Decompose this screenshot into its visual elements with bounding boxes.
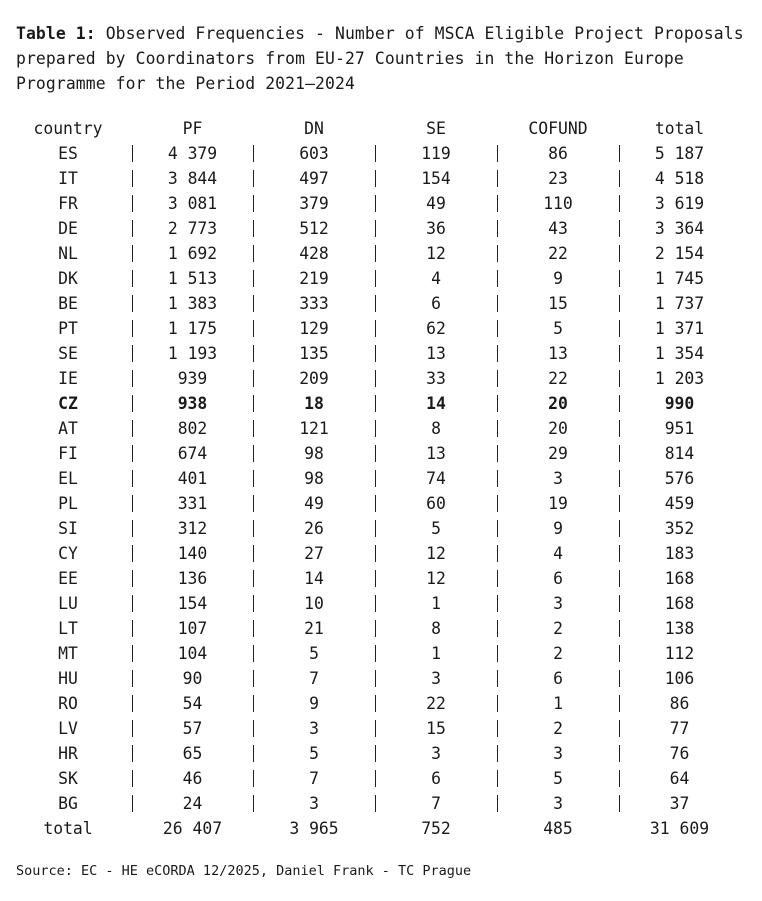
value-cell: 8: [375, 416, 497, 441]
value-cell: 5: [497, 766, 619, 791]
table-row: [4, 291, 740, 316]
value-cell: 9: [253, 691, 375, 716]
value-cell: 3 844: [132, 166, 253, 191]
table-row: [4, 191, 740, 216]
value-cell: 9: [497, 516, 619, 541]
table-caption-text: Observed Frequencies - Number of MSCA Eligible Project Proposals prepared by Coordinators from EU-27 Countries in the Horizon Europe Programme for the Period 2021–2024: [16, 24, 744, 93]
value-cell: 21: [253, 616, 375, 641]
value-cell: 6: [375, 766, 497, 791]
value-cell: 26: [253, 516, 375, 541]
value-cell: 3: [253, 791, 375, 816]
table-body: [4, 141, 740, 816]
value-cell: 12: [375, 566, 497, 591]
value-cell: 14: [253, 566, 375, 591]
value-cell: 19: [497, 491, 619, 516]
value-cell: 106: [619, 666, 740, 691]
value-cell: 24: [132, 791, 253, 816]
value-cell: 104: [132, 641, 253, 666]
header-row: [4, 116, 740, 141]
table-caption: [16, 21, 756, 96]
table-row: [4, 566, 740, 591]
value-cell: 3 364: [619, 216, 740, 241]
value-cell: 3: [375, 666, 497, 691]
column-header-se: SE: [426, 119, 446, 138]
value-cell: 18: [253, 391, 375, 416]
value-cell: 136: [132, 566, 253, 591]
table-row: [4, 216, 740, 241]
value-cell: 1: [497, 691, 619, 716]
value-cell: 54: [132, 691, 253, 716]
total-value-cell: 485: [543, 819, 573, 838]
value-cell: 3: [497, 741, 619, 766]
value-cell: 154: [375, 166, 497, 191]
country-cell: CY: [58, 544, 78, 563]
table-row: [4, 716, 740, 741]
value-cell: 43: [497, 216, 619, 241]
value-cell: 121: [253, 416, 375, 441]
value-cell: 5: [253, 741, 375, 766]
value-cell: 6: [375, 291, 497, 316]
table-row: [4, 541, 740, 566]
value-cell: 459: [619, 491, 740, 516]
value-cell: 60: [375, 491, 497, 516]
value-cell: 5: [497, 316, 619, 341]
country-cell: IE: [58, 369, 78, 388]
value-cell: 352: [619, 516, 740, 541]
country-cell: PL: [58, 494, 78, 513]
value-cell: 512: [253, 216, 375, 241]
value-cell: 5 187: [619, 141, 740, 166]
value-cell: 49: [375, 191, 497, 216]
table-row: [4, 441, 740, 466]
value-cell: 13: [375, 441, 497, 466]
value-cell: 13: [497, 341, 619, 366]
value-cell: 119: [375, 141, 497, 166]
value-cell: 8: [375, 616, 497, 641]
value-cell: 33: [375, 366, 497, 391]
value-cell: 20: [497, 391, 619, 416]
column-header-total: total: [654, 119, 705, 138]
value-cell: 1 513: [132, 266, 253, 291]
table-row: [4, 741, 740, 766]
column-header-pf: PF: [182, 119, 203, 138]
value-cell: 107: [132, 616, 253, 641]
totals-row: [4, 816, 740, 841]
country-cell: LU: [58, 594, 78, 613]
country-cell: HR: [58, 744, 78, 763]
value-cell: 57: [132, 716, 253, 741]
country-cell: BE: [58, 294, 78, 313]
value-cell: 140: [132, 541, 253, 566]
country-cell: LV: [58, 719, 78, 738]
value-cell: 76: [619, 741, 740, 766]
column-header-dn: DN: [304, 119, 324, 138]
frequency-table: [4, 116, 740, 841]
table-row: [4, 516, 740, 541]
country-cell: HU: [58, 669, 78, 688]
value-cell: 814: [619, 441, 740, 466]
table-row: [4, 266, 740, 291]
total-value-cell: 26 407: [162, 819, 223, 838]
country-cell: DK: [58, 269, 78, 288]
table-row: [4, 641, 740, 666]
value-cell: 129: [253, 316, 375, 341]
country-cell: MT: [58, 644, 78, 663]
value-cell: 331: [132, 491, 253, 516]
table-row: [4, 791, 740, 816]
value-cell: 23: [497, 166, 619, 191]
value-cell: 6: [497, 666, 619, 691]
column-header-country: country: [33, 119, 103, 138]
value-cell: 3: [375, 741, 497, 766]
country-cell: IT: [58, 169, 78, 188]
value-cell: 497: [253, 166, 375, 191]
country-cell: AT: [58, 419, 78, 438]
value-cell: 209: [253, 366, 375, 391]
country-cell: LT: [58, 619, 78, 638]
value-cell: 49: [253, 491, 375, 516]
value-cell: 1: [375, 591, 497, 616]
total-value-cell: 752: [421, 819, 451, 838]
value-cell: 14: [375, 391, 497, 416]
value-cell: 12: [375, 241, 497, 266]
value-cell: 65: [132, 741, 253, 766]
total-value-cell: 31 609: [649, 819, 710, 838]
value-cell: 4: [497, 541, 619, 566]
value-cell: 1: [375, 641, 497, 666]
country-cell: EE: [58, 569, 78, 588]
value-cell: 5: [375, 516, 497, 541]
value-cell: 112: [619, 641, 740, 666]
value-cell: 4 518: [619, 166, 740, 191]
country-cell: BG: [58, 794, 78, 813]
value-cell: 3 619: [619, 191, 740, 216]
value-cell: 428: [253, 241, 375, 266]
value-cell: 4: [375, 266, 497, 291]
value-cell: 6: [497, 566, 619, 591]
value-cell: 2 154: [619, 241, 740, 266]
country-cell: SK: [58, 769, 78, 788]
value-cell: 110: [497, 191, 619, 216]
value-cell: 1 745: [619, 266, 740, 291]
value-cell: 168: [619, 566, 740, 591]
country-cell: NL: [58, 244, 78, 263]
value-cell: 15: [375, 716, 497, 741]
table-row: [4, 391, 740, 416]
table-row: [4, 766, 740, 791]
table-row: [4, 416, 740, 441]
table-row: [4, 166, 740, 191]
country-cell: DE: [58, 219, 78, 238]
value-cell: 7: [253, 666, 375, 691]
value-cell: 27: [253, 541, 375, 566]
value-cell: 77: [619, 716, 740, 741]
value-cell: 4 379: [132, 141, 253, 166]
value-cell: 1 371: [619, 316, 740, 341]
value-cell: 951: [619, 416, 740, 441]
table-caption-label: Table 1:: [16, 24, 96, 43]
value-cell: 802: [132, 416, 253, 441]
value-cell: 2 773: [132, 216, 253, 241]
value-cell: 29: [497, 441, 619, 466]
value-cell: 62: [375, 316, 497, 341]
value-cell: 183: [619, 541, 740, 566]
value-cell: 3: [497, 591, 619, 616]
value-cell: 7: [375, 791, 497, 816]
value-cell: 219: [253, 266, 375, 291]
table-row: [4, 466, 740, 491]
value-cell: 333: [253, 291, 375, 316]
value-cell: 13: [375, 341, 497, 366]
value-cell: 1 193: [132, 341, 253, 366]
value-cell: 5: [253, 641, 375, 666]
value-cell: 3 081: [132, 191, 253, 216]
value-cell: 1 354: [619, 341, 740, 366]
value-cell: 1 692: [132, 241, 253, 266]
value-cell: 98: [253, 466, 375, 491]
value-cell: 10: [253, 591, 375, 616]
table-row: [4, 691, 740, 716]
source-note: Source: EC - HE eCORDA 12/2025, Daniel Frank - TC Prague: [16, 863, 472, 879]
table-row: [4, 341, 740, 366]
value-cell: 22: [375, 691, 497, 716]
value-cell: 12: [375, 541, 497, 566]
value-cell: 86: [497, 141, 619, 166]
table-row: [4, 591, 740, 616]
country-cell: CZ: [58, 394, 78, 413]
value-cell: 37: [619, 791, 740, 816]
country-cell: PT: [58, 319, 78, 338]
value-cell: 2: [497, 616, 619, 641]
table-row: [4, 616, 740, 641]
value-cell: 2: [497, 716, 619, 741]
value-cell: 7: [253, 766, 375, 791]
table-row: [4, 666, 740, 691]
country-cell: EL: [58, 469, 78, 488]
value-cell: 36: [375, 216, 497, 241]
country-cell: SE: [58, 344, 78, 363]
table-row: [4, 366, 740, 391]
value-cell: 20: [497, 416, 619, 441]
value-cell: 74: [375, 466, 497, 491]
country-cell: SI: [58, 519, 78, 538]
country-cell: ES: [58, 144, 78, 163]
value-cell: 1 737: [619, 291, 740, 316]
value-cell: 135: [253, 341, 375, 366]
table-row: [4, 141, 740, 166]
value-cell: 1 175: [132, 316, 253, 341]
country-cell: RO: [58, 694, 78, 713]
value-cell: 9: [497, 266, 619, 291]
totals-label: total: [43, 819, 93, 838]
value-cell: 401: [132, 466, 253, 491]
value-cell: 1 203: [619, 366, 740, 391]
value-cell: 90: [132, 666, 253, 691]
value-cell: 154: [132, 591, 253, 616]
value-cell: 46: [132, 766, 253, 791]
value-cell: 312: [132, 516, 253, 541]
value-cell: 1 383: [132, 291, 253, 316]
value-cell: 576: [619, 466, 740, 491]
value-cell: 15: [497, 291, 619, 316]
value-cell: 674: [132, 441, 253, 466]
value-cell: 990: [619, 391, 740, 416]
value-cell: 98: [253, 441, 375, 466]
country-cell: FI: [58, 444, 78, 463]
value-cell: 3: [253, 716, 375, 741]
value-cell: 603: [253, 141, 375, 166]
value-cell: 938: [132, 391, 253, 416]
value-cell: 22: [497, 366, 619, 391]
value-cell: 86: [619, 691, 740, 716]
table-row: [4, 241, 740, 266]
value-cell: 168: [619, 591, 740, 616]
value-cell: 22: [497, 241, 619, 266]
value-cell: 939: [132, 366, 253, 391]
value-cell: 2: [497, 641, 619, 666]
value-cell: 138: [619, 616, 740, 641]
country-cell: FR: [58, 194, 78, 213]
table-row: [4, 316, 740, 341]
value-cell: 3: [497, 466, 619, 491]
total-value-cell: 3 965: [289, 819, 339, 838]
value-cell: 379: [253, 191, 375, 216]
value-cell: 3: [497, 791, 619, 816]
value-cell: 64: [619, 766, 740, 791]
table-row: [4, 491, 740, 516]
column-header-cofund: COFUND: [528, 119, 588, 138]
